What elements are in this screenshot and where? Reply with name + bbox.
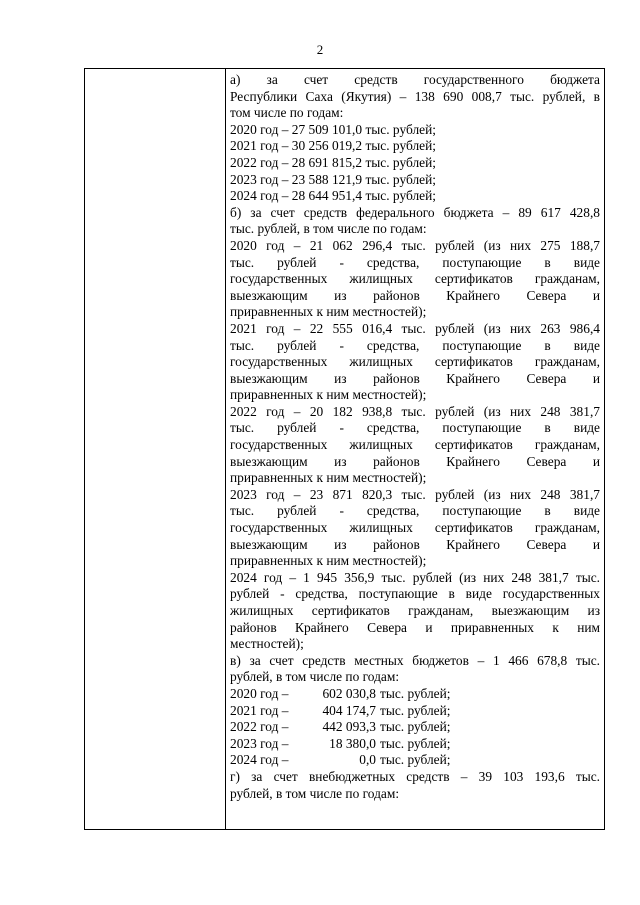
year-row: [230, 719, 600, 736]
year-line: рублей - средства, поступающие в виде государственных: [230, 586, 600, 602]
year-unit: тыс. рублей;: [380, 702, 451, 718]
year-row: [230, 736, 600, 753]
year-line: приравненных к ним местностей);: [230, 470, 427, 486]
text-line: рублей, в том числе по годам:: [230, 669, 400, 685]
year-line: выезжающим из районов Крайнего Севера и: [230, 453, 600, 469]
text-line: тыс. рублей, в том числе по годам:: [230, 221, 427, 237]
funding-federal-budget: [230, 205, 600, 653]
year-line: приравненных к ним местностей);: [230, 553, 427, 569]
year-line: государственных жилищных сертификатов гражданам,: [230, 354, 600, 370]
year-unit: тыс. рублей;: [380, 752, 451, 768]
text-line: в) за счет средств местных бюджетов – 1 466 678,8 тыс.: [230, 652, 600, 668]
year-label: 2021 год –: [230, 702, 289, 718]
year-line: жилищных сертификатов гражданам, выезжающим из: [230, 603, 600, 618]
year-line: 2022 год – 20 182 938,8 тыс. рублей (из них 248 381,7: [230, 403, 600, 419]
year-line: 2022 год – 28 691 815,2 тыс. рублей;: [230, 154, 436, 170]
document-table: [84, 68, 605, 830]
year-unit: тыс. рублей;: [380, 735, 451, 751]
year-label: 2024 год –: [230, 752, 289, 768]
year-line: приравненных к ним местностей);: [230, 387, 427, 403]
year-line: 2023 год – 23 871 820,3 тыс. рублей (из них 248 381,7: [230, 486, 600, 502]
year-label: 2020 год –: [230, 685, 289, 701]
year-value: 18 380,0: [329, 735, 376, 751]
year-value: 442 093,3: [322, 719, 376, 735]
year-row: [230, 703, 600, 720]
year-line: местностей);: [230, 636, 304, 652]
funding-state-budget: [230, 72, 600, 205]
text-line: том числе по годам:: [230, 105, 344, 121]
year-line: 2021 год – 22 555 016,4 тыс. рублей (из них 263 986,4: [230, 320, 600, 336]
table-right-cell: [230, 72, 600, 802]
year-line: выезжающим из районов Крайнего Севера и: [230, 287, 600, 303]
year-label: 2023 год –: [230, 735, 289, 751]
year-label: 2022 год –: [230, 719, 289, 735]
year-line: 2020 год – 27 509 101,0 тыс. рублей;: [230, 121, 436, 137]
text-line: а) за счет средств государственного бюджета: [230, 72, 600, 87]
year-line: 2024 год – 1 945 356,9 тыс. рублей (из них 248 381,7 тыс.: [230, 569, 600, 585]
table-left-cell: [85, 69, 226, 829]
year-line: государственных жилищных сертификатов гражданам,: [230, 271, 600, 287]
year-line: 2021 год – 30 256 019,2 тыс. рублей;: [230, 138, 436, 154]
year-unit: тыс. рублей;: [380, 719, 451, 735]
funding-local-budgets: [230, 653, 600, 769]
year-line: районов Крайнего Севера и приравненных к ним: [230, 619, 600, 635]
year-row: [230, 686, 600, 703]
text-line: г) за счет внебюджетных средств – 39 103 193,6 тыс.: [230, 768, 600, 784]
year-value: 602 030,8: [322, 685, 376, 701]
year-value: 0,0: [359, 752, 376, 768]
year-row: [230, 752, 600, 769]
year-line: выезжающим из районов Крайнего Севера и: [230, 536, 600, 552]
page-number: 2: [316, 42, 324, 57]
year-line: приравненных к ним местностей);: [230, 304, 427, 320]
year-line: тыс. рублей - средства, поступающие в виде: [230, 337, 600, 353]
year-line: 2024 год – 28 644 951,4 тыс. рублей;: [230, 188, 436, 204]
year-unit: тыс. рублей;: [380, 685, 451, 701]
year-line: тыс. рублей - средства, поступающие в виде: [230, 503, 600, 519]
year-value: 404 174,7: [322, 702, 376, 718]
text-line: б) за счет средств федерального бюджета – 89 617 428,8: [230, 204, 600, 220]
year-line: выезжающим из районов Крайнего Севера и: [230, 370, 600, 386]
year-line: 2023 год – 23 588 121,9 тыс. рублей;: [230, 171, 436, 187]
funding-extrabudgetary: [230, 769, 600, 802]
year-line: государственных жилищных сертификатов гражданам,: [230, 437, 600, 453]
year-line: тыс. рублей - средства, поступающие в виде: [230, 254, 600, 270]
year-line: государственных жилищных сертификатов гражданам,: [230, 520, 600, 536]
year-line: тыс. рублей - средства, поступающие в виде: [230, 420, 600, 436]
year-line: 2020 год – 21 062 296,4 тыс. рублей (из них 275 188,7: [230, 237, 600, 253]
text-line: рублей, в том числе по годам:: [230, 785, 400, 801]
text-line: Республики Саха (Якутия) – 138 690 008,7 тыс. рублей, в: [230, 88, 600, 104]
